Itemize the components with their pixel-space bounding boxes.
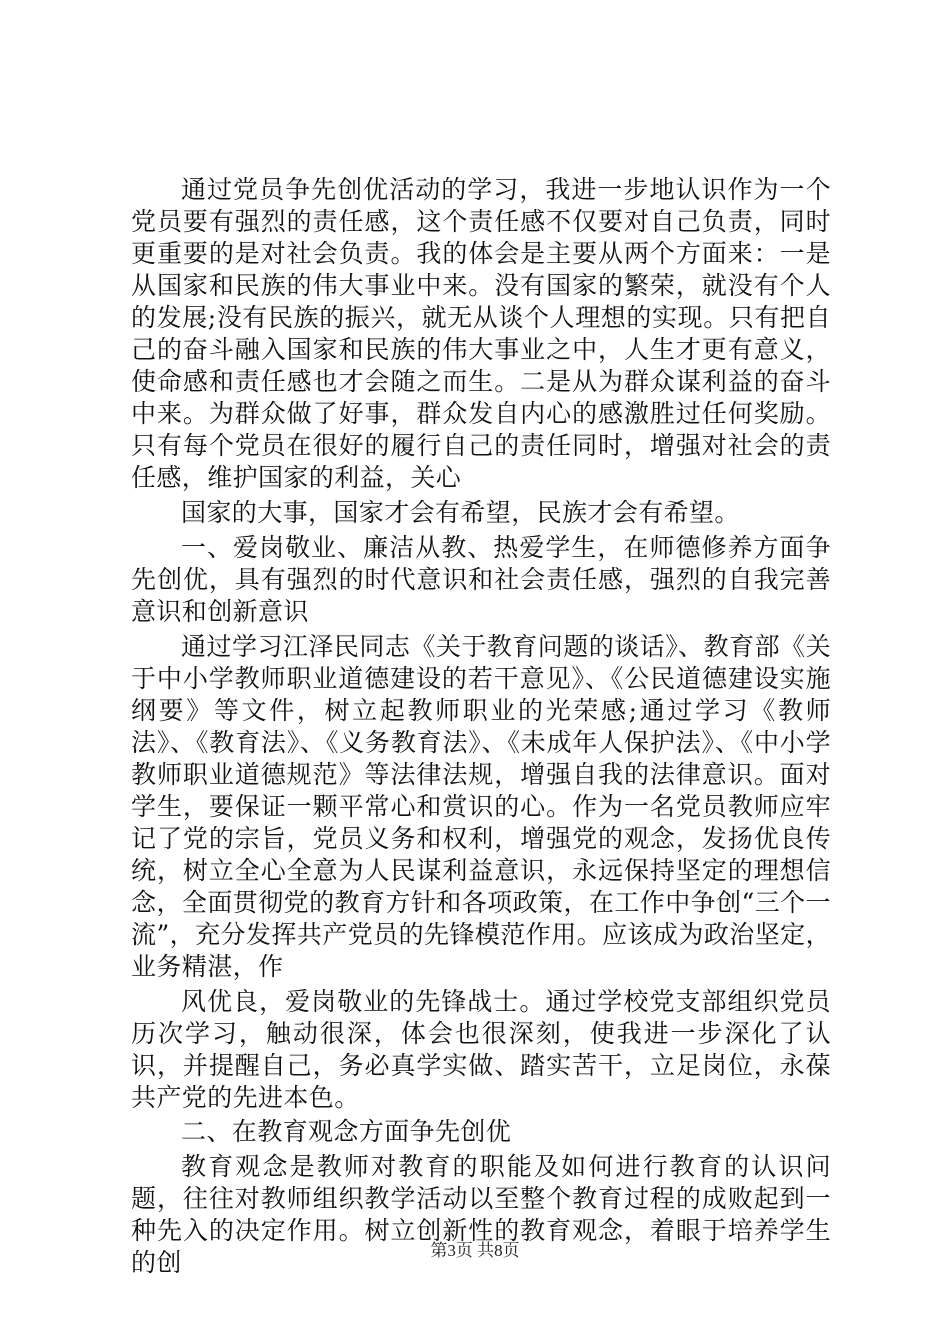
page-number-footer: 第3页 共8页 — [430, 1241, 520, 1260]
section-heading-ethics: 一、爱岗敬业、廉洁从教、热爱学生，在师德修养方面争先创优，具有强烈的时代意识和社会责任感，强烈的自我完善意识和创新意识 — [131, 533, 831, 626]
paragraph-national-hope: 国家的大事，国家才会有希望，民族才会有希望。 — [181, 498, 740, 527]
paragraph-vanguard: 风优良，爱岗敬业的先锋战士。通过学校党支部组织党员历次学习，触动很深，体会也很深刻，使我进一步深化了认识，并提醒自己，务必真学实做、踏实苦干，立足岗位，永葆共产党的先进本色。 — [131, 987, 831, 1112]
paragraph-responsibility: 通过党员争先创优活动的学习，我进一步地认识作为一个党员要有强烈的责任感，这个责任感不仅要对自己负责，同时更重要的是对社会负责。我的体会是主要从两个方面来：一是从国家和民族的伟大事业中来。没有国家的繁荣，就没有个人的发展;没有民族的振兴，就无从谈个人理想的实现。只有把自己的奋斗融入国家和民族的伟大事业之中，人生才更有意义，使命感和责任感也才会随之而生。二是从为群众谋利益的奋斗中来。为群众做了好事，群众发自内心的感激胜过任何奖励。只有每个党员在很好的履行自己的责任同时，增强对社会的责任感，维护国家的利益，关心 — [131, 175, 831, 492]
paragraph-study-documents: 通过学习江泽民同志《关于教育问题的谈话》、教育部《关于中小学教师职业道德建设的若干意见》、《公民道德建设实施纲要》等文件，树立起教师职业的光荣感;通过学习《教师法》、《教育法》、《义务教育法》、《未成年人保护法》、《中小学教师职业道德规范》等法律法规，增强自我的法律意识。面对学生，要保证一颗平常心和赏识的心。作为一名党员教师应牢记了党的宗旨，党员义务和权利，增强党的观念，发扬优良传统，树立全心全意为人民谋利益意识，永远保持坚定的理想信念，全面贯彻党的教育方针和各项政策，在工作中争创“三个一流”，充分发挥共产党员的先锋模范作用。应该成为政治坚定，业务精湛，作 — [131, 632, 831, 981]
section-heading-education-concepts: 二、在教育观念方面争先创优 — [181, 1117, 512, 1146]
paragraph-education-concepts: 教育观念是教师对教育的职能及如何进行教育的认识问题，往往对教师组织教学活动以至整个教育过程的成败起到一种先入的决定作用。树立创新性的教育观念，着眼于培养学生的创 — [131, 1152, 831, 1277]
document-body — [131, 174, 831, 1279]
